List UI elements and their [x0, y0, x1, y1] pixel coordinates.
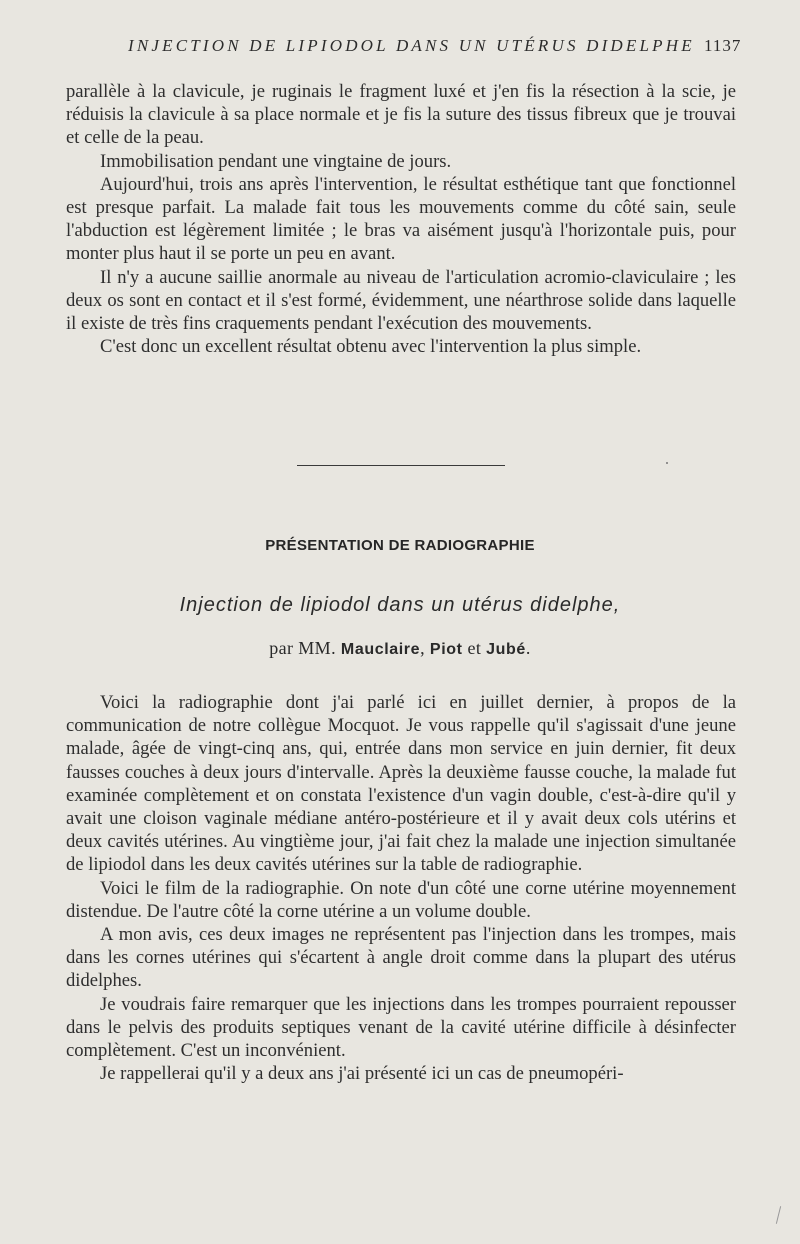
article-body [66, 691, 736, 1085]
paragraph: C'est donc un excellent résultat obtenu avec l'intervention la plus simple. [100, 336, 642, 358]
paragraph: Je rappellerai qu'il y a deux ans j'ai présenté ici un cas de pneumopéri- [100, 1063, 624, 1085]
page-number: 1137 [704, 36, 742, 55]
author-name: Jubé [486, 641, 526, 658]
byline-prefix: par MM. [269, 638, 336, 658]
running-head-title: INJECTION DE LIPIODOL DANS UN UTÉRUS DIDELPHE [128, 36, 695, 55]
previous-article-ending [66, 80, 736, 358]
print-speck [666, 462, 668, 464]
margin-pencil-mark [776, 1206, 781, 1224]
author-name: Piot [429, 641, 463, 658]
paragraph: Je voudrais faire remarquer que les injections dans les trompes pourraient repousser dans le pelvis des produits septiques venant de la cavité utérine difficile à désinfecter complètement. C'est un inconvénient. [66, 993, 736, 1062]
paragraph: Aujourd'hui, trois ans après l'intervention, le résultat esthétique tant que fonctionnel est presque parfait. La malade fait tous les mouvements comme du côté sain, seule l'abduction est légèrement limitée ; le bras va aisément jusqu'à l'horizontale puis, pour monter plus haut il se porte un peu en avant. [66, 173, 736, 265]
paragraph: Voici la radiographie dont j'ai parlé ici en juillet dernier, à propos de la communication de notre collègue Mocquot. Je vous rappelle qu'il s'agissait d'une jeune malade, âgée de vingt-cinq ans, qui, entrée dans mon service en juin dernier, fit deux fausses couches à deux jours d'intervalle. Après la deuxième fausse couche, la malade fut examinée complètement et on constata l'existence d'un vagin double, c'est-à-dire qu'il y avait une cloison vaginale médiane antéro-postérieure et il y avait deux cols utérins et deux cavités utérines. Au vingtième jour, j'ai fait chez la malade une injection simultanée de lipiodol dans les deux cavités utérines sur la table de radiographie. [66, 692, 736, 876]
paragraph: Voici le film de la radiographie. On note d'un côté une corne utérine moyennement distendue. De l'autre côté la corne utérine a un volume double. [66, 877, 736, 922]
article-byline: par MM. Mauclaire, Piot et Jubé. [269, 638, 531, 658]
paragraph: parallèle à la clavicule, je ruginais le fragment luxé et j'en fis la résection à la scie, je réduisis la clavicule à sa place normale et je fis la suture des tissus fibreux que je trouvai et celle de la peau. [66, 81, 736, 149]
paragraph: Immobilisation pendant une vingtaine de jours. [100, 150, 452, 172]
byline-conjunction: et [467, 638, 482, 658]
paragraph: Il n'y a aucune saillie anormale au niveau de l'articulation acromio-claviculaire ; les deux os sont en contact et il s'est formé, évidemment, une néarthrose solide dans laquelle il existe de très fins craquements pendant l'exécution des mouvements. [66, 266, 736, 335]
author-name: Mauclaire [340, 641, 421, 658]
section-title: PRÉSENTATION DE RADIOGRAPHIE [265, 537, 535, 554]
paragraph: A mon avis, ces deux images ne représentent pas l'injection dans les trompes, mais dans les cornes utérines qui s'écartent à angle droit comme dans la plupart des utérus didelphes. [66, 924, 736, 992]
article-title: Injection de lipiodol dans un utérus didelphe, [179, 594, 621, 616]
section-divider-rule [297, 465, 505, 466]
